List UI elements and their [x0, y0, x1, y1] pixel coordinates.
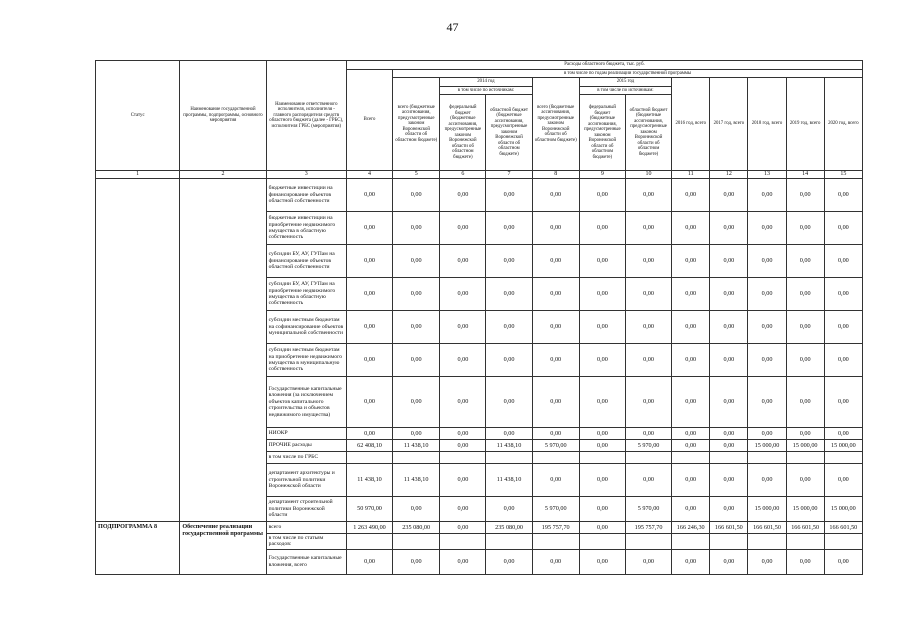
subprogram-status: ПОДПРОГРАММА 8 — [96, 521, 180, 574]
value-cell: 0,00 — [486, 178, 532, 211]
value-cell: 0,00 — [786, 310, 824, 343]
value-cell: 0,00 — [532, 343, 579, 376]
value-cell: 11 438,10 — [486, 439, 532, 451]
value-cell: 0,00 — [393, 427, 440, 439]
value-cell — [672, 533, 710, 549]
value-cell: 0,00 — [440, 521, 486, 533]
value-cell: 0,00 — [786, 244, 824, 277]
value-cell: 0,00 — [672, 463, 710, 496]
value-cell — [346, 533, 392, 549]
value-cell: 0,00 — [710, 343, 748, 376]
value-cell: 0,00 — [710, 376, 748, 427]
value-cell: 0,00 — [346, 244, 392, 277]
value-cell: 0,00 — [393, 244, 440, 277]
value-cell: 0,00 — [579, 178, 625, 211]
column-number: 14 — [786, 171, 824, 179]
value-cell: 0,00 — [625, 277, 671, 310]
value-cell: 0,00 — [786, 549, 824, 574]
value-cell: 0,00 — [625, 427, 671, 439]
value-cell: 0,00 — [672, 496, 710, 521]
value-cell: 0,00 — [710, 549, 748, 574]
value-cell: 0,00 — [710, 211, 748, 244]
value-cell: 0,00 — [440, 496, 486, 521]
column-number: 9 — [579, 171, 625, 179]
value-cell: 0,00 — [748, 310, 786, 343]
value-cell: 0,00 — [346, 310, 392, 343]
row-label: НИОКР — [266, 427, 346, 439]
value-cell: 0,00 — [786, 178, 824, 211]
row-label: в том числе по ГРБС — [266, 451, 346, 463]
value-cell: 0,00 — [393, 376, 440, 427]
value-cell: 0,00 — [393, 496, 440, 521]
header-2015: 2015 год — [579, 78, 671, 87]
value-cell: 0,00 — [393, 310, 440, 343]
row-label: Государственные капитальные вложения (за исключением объектов капитального строительства и объектов недвижимого имущества) — [266, 376, 346, 427]
value-cell: 166 601,50 — [786, 521, 824, 533]
value-cell: 15 000,00 — [824, 439, 862, 451]
value-cell — [748, 533, 786, 549]
value-cell: 0,00 — [346, 178, 392, 211]
value-cell — [710, 533, 748, 549]
value-cell: 0,00 — [786, 277, 824, 310]
value-cell: 0,00 — [672, 244, 710, 277]
value-cell — [625, 533, 671, 549]
row-label: ПРОЧИЕ расходы — [266, 439, 346, 451]
value-cell: 166 601,50 — [824, 521, 862, 533]
header-by-years: в том числе по годам реализации государственной программы — [393, 69, 863, 78]
header-2020: 2020 год, всего — [824, 78, 862, 171]
value-cell — [579, 451, 625, 463]
value-cell: 0,00 — [824, 343, 862, 376]
value-cell — [393, 533, 440, 549]
value-cell — [532, 533, 579, 549]
value-cell: 0,00 — [486, 343, 532, 376]
value-cell: 15 000,00 — [786, 439, 824, 451]
status-cell — [96, 178, 180, 521]
value-cell: 0,00 — [710, 463, 748, 496]
value-cell: 0,00 — [346, 277, 392, 310]
value-cell: 0,00 — [440, 310, 486, 343]
value-cell: 0,00 — [824, 178, 862, 211]
value-cell: 0,00 — [579, 439, 625, 451]
value-cell — [786, 533, 824, 549]
value-cell: 0,00 — [532, 178, 579, 211]
value-cell: 0,00 — [393, 277, 440, 310]
value-cell: 0,00 — [748, 178, 786, 211]
value-cell: 0,00 — [824, 211, 862, 244]
header-2014-fed: федеральный бюджет (бюджетные ассигнования, предусмотренные законом Воронежской области об областном бюджете) — [440, 95, 486, 171]
value-cell: 0,00 — [440, 439, 486, 451]
header-2019: 2019 год, всего — [786, 78, 824, 171]
value-cell: 1 263 490,00 — [346, 521, 392, 533]
value-cell: 0,00 — [440, 244, 486, 277]
value-cell: 0,00 — [532, 211, 579, 244]
value-cell: 0,00 — [579, 211, 625, 244]
value-cell: 0,00 — [486, 277, 532, 310]
header-executor: Наименование ответственного исполнителя, исполнителя - главного распорядителя средств областного бюджета (далее - ГРБС), исполнителя ГРБС (мероприятия) — [266, 61, 346, 171]
value-cell: 0,00 — [346, 211, 392, 244]
value-cell: 0,00 — [440, 211, 486, 244]
column-number: 4 — [346, 171, 392, 179]
value-cell: 0,00 — [824, 277, 862, 310]
value-cell: 0,00 — [532, 427, 579, 439]
header-program-name: Наименование государственной программы, подпрограммы, основного мероприятия — [180, 61, 266, 171]
header-2014-obl: областной бюджет (бюджетные ассигнования, предусмотренные законом Воронежской области об областном бюджете) — [486, 95, 532, 171]
value-cell: 0,00 — [786, 376, 824, 427]
value-cell — [346, 451, 392, 463]
value-cell: 0,00 — [440, 427, 486, 439]
value-cell: 11 438,10 — [486, 463, 532, 496]
value-cell: 0,00 — [824, 427, 862, 439]
column-number: 8 — [532, 171, 579, 179]
value-cell: 0,00 — [579, 277, 625, 310]
value-cell: 0,00 — [440, 178, 486, 211]
value-cell: 0,00 — [346, 549, 392, 574]
value-cell — [710, 451, 748, 463]
header-2015-obl: областной бюджет (бюджетные ассигнования, предусмотренные законом Воронежской области об областном бюджете) — [625, 95, 671, 171]
value-cell: 0,00 — [625, 244, 671, 277]
column-numbers-row — [96, 171, 863, 179]
value-cell: 0,00 — [532, 244, 579, 277]
value-cell: 0,00 — [393, 343, 440, 376]
row-label: бюджетные инвестиции на приобретение недвижимого имущества в областную собственность — [266, 211, 346, 244]
value-cell: 166 601,50 — [748, 521, 786, 533]
column-number: 11 — [672, 171, 710, 179]
value-cell: 0,00 — [579, 463, 625, 496]
header-2018: 2018 год, всего — [748, 78, 786, 171]
value-cell: 0,00 — [748, 211, 786, 244]
row-label: Государственные капитальные вложения, всего — [266, 549, 346, 574]
value-cell: 0,00 — [710, 277, 748, 310]
value-cell: 0,00 — [748, 463, 786, 496]
value-cell: 0,00 — [440, 343, 486, 376]
value-cell: 0,00 — [786, 343, 824, 376]
value-cell — [579, 533, 625, 549]
value-cell: 5 970,00 — [532, 496, 579, 521]
value-cell — [748, 451, 786, 463]
value-cell: 235 080,00 — [393, 521, 440, 533]
value-cell: 0,00 — [748, 244, 786, 277]
header-2015-total: всего (бюджетные ассигнования, предусмотренные законом Воронежской области об областном бюджете) — [532, 78, 579, 171]
value-cell — [532, 451, 579, 463]
value-cell: 0,00 — [748, 427, 786, 439]
value-cell: 0,00 — [748, 376, 786, 427]
value-cell: 0,00 — [486, 496, 532, 521]
header-total: Всего — [346, 69, 392, 171]
row-label: субсидии БУ, АУ, ГУПам на приобретение недвижимого имущества в областную собственность — [266, 277, 346, 310]
header-status: Статус — [96, 61, 180, 171]
value-cell: 0,00 — [532, 376, 579, 427]
value-cell: 0,00 — [393, 549, 440, 574]
row-label: департамент архитектуры и строительной политики Воронежской области — [266, 463, 346, 496]
column-number: 2 — [180, 171, 266, 179]
value-cell: 0,00 — [625, 463, 671, 496]
value-cell: 0,00 — [748, 343, 786, 376]
value-cell: 0,00 — [532, 277, 579, 310]
value-cell: 0,00 — [625, 343, 671, 376]
value-cell: 0,00 — [672, 211, 710, 244]
value-cell: 5 970,00 — [625, 496, 671, 521]
value-cell: 0,00 — [579, 549, 625, 574]
value-cell: 195 757,70 — [625, 521, 671, 533]
column-number: 6 — [440, 171, 486, 179]
subprogram-name: Обеспечение реализации государственной программы — [180, 521, 266, 574]
value-cell: 0,00 — [824, 463, 862, 496]
value-cell: 0,00 — [486, 549, 532, 574]
value-cell: 15 000,00 — [824, 496, 862, 521]
value-cell: 0,00 — [440, 277, 486, 310]
column-number: 15 — [824, 171, 862, 179]
value-cell: 0,00 — [532, 310, 579, 343]
value-cell: 0,00 — [486, 427, 532, 439]
value-cell: 0,00 — [824, 244, 862, 277]
value-cell: 235 080,00 — [486, 521, 532, 533]
value-cell — [486, 451, 532, 463]
value-cell: 0,00 — [786, 427, 824, 439]
value-cell — [440, 451, 486, 463]
value-cell: 0,00 — [579, 343, 625, 376]
value-cell: 11 438,10 — [393, 463, 440, 496]
value-cell — [440, 533, 486, 549]
value-cell: 11 438,10 — [346, 463, 392, 496]
value-cell: 0,00 — [346, 376, 392, 427]
value-cell — [824, 451, 862, 463]
value-cell: 0,00 — [710, 310, 748, 343]
value-cell — [786, 451, 824, 463]
table-row — [96, 521, 863, 533]
header-2015-fed: федеральный бюджет (бюджетные ассигнования, предусмотренные законом Воронежской области об областном бюджете) — [579, 95, 625, 171]
value-cell: 0,00 — [579, 310, 625, 343]
row-label: в том числе по статьям расходов: — [266, 533, 346, 549]
value-cell — [625, 451, 671, 463]
header-2015-incl: в том числе по источникам: — [579, 86, 671, 95]
value-cell: 0,00 — [672, 310, 710, 343]
row-label: субсидии местным бюджетам на софинансирование объектов муниципальной собственности — [266, 310, 346, 343]
value-cell: 0,00 — [579, 496, 625, 521]
value-cell: 15 000,00 — [748, 496, 786, 521]
header-2014-incl: в том числе по источникам: — [440, 86, 532, 95]
table-row — [96, 178, 863, 211]
value-cell: 0,00 — [672, 178, 710, 211]
value-cell: 0,00 — [393, 178, 440, 211]
value-cell: 0,00 — [748, 549, 786, 574]
column-number: 10 — [625, 171, 671, 179]
value-cell: 0,00 — [824, 310, 862, 343]
value-cell: 0,00 — [672, 549, 710, 574]
value-cell: 0,00 — [486, 211, 532, 244]
column-number: 7 — [486, 171, 532, 179]
value-cell: 0,00 — [532, 463, 579, 496]
value-cell: 0,00 — [440, 463, 486, 496]
value-cell: 0,00 — [579, 521, 625, 533]
column-number: 5 — [393, 171, 440, 179]
value-cell — [486, 533, 532, 549]
value-cell: 0,00 — [672, 376, 710, 427]
value-cell: 0,00 — [824, 549, 862, 574]
value-cell: 50 970,00 — [346, 496, 392, 521]
header-2014: 2014 год — [440, 78, 532, 87]
value-cell: 0,00 — [625, 376, 671, 427]
value-cell: 5 970,00 — [625, 439, 671, 451]
value-cell: 0,00 — [786, 463, 824, 496]
value-cell: 0,00 — [672, 427, 710, 439]
value-cell: 0,00 — [579, 244, 625, 277]
program-name-cell — [180, 178, 266, 521]
column-number: 1 — [96, 171, 180, 179]
header-2016: 2016 год, всего — [672, 78, 710, 171]
row-label: субсидии местным бюджетам на приобретение недвижимого имущества в муниципальную собственность — [266, 343, 346, 376]
budget-table — [95, 60, 863, 575]
value-cell: 62 408,10 — [346, 439, 392, 451]
value-cell: 0,00 — [672, 439, 710, 451]
value-cell: 11 438,10 — [393, 439, 440, 451]
row-label: субсидии БУ, АУ, ГУПам на финансирование объектов областной собственности — [266, 244, 346, 277]
value-cell: 0,00 — [625, 549, 671, 574]
value-cell: 0,00 — [748, 277, 786, 310]
value-cell: 195 757,70 — [532, 521, 579, 533]
value-cell: 0,00 — [532, 549, 579, 574]
value-cell: 0,00 — [346, 427, 392, 439]
header-2017: 2017 год, всего — [710, 78, 748, 171]
value-cell: 0,00 — [393, 211, 440, 244]
value-cell: 0,00 — [710, 496, 748, 521]
value-cell — [824, 533, 862, 549]
column-number: 13 — [748, 171, 786, 179]
value-cell: 0,00 — [710, 427, 748, 439]
value-cell: 15 000,00 — [748, 439, 786, 451]
value-cell: 0,00 — [625, 310, 671, 343]
value-cell: 15 000,00 — [786, 496, 824, 521]
value-cell: 0,00 — [625, 211, 671, 244]
value-cell: 0,00 — [440, 549, 486, 574]
value-cell: 0,00 — [672, 343, 710, 376]
value-cell: 0,00 — [579, 376, 625, 427]
value-cell: 0,00 — [346, 343, 392, 376]
value-cell: 0,00 — [824, 376, 862, 427]
value-cell: 5 970,00 — [532, 439, 579, 451]
row-label: бюджетные инвестиции на финансирование объектов областной собственности — [266, 178, 346, 211]
value-cell: 0,00 — [710, 178, 748, 211]
value-cell: 166 601,50 — [710, 521, 748, 533]
value-cell: 0,00 — [486, 244, 532, 277]
row-label: департамент строительной политики Воронежской области — [266, 496, 346, 521]
value-cell: 0,00 — [672, 277, 710, 310]
value-cell: 0,00 — [440, 376, 486, 427]
value-cell — [672, 451, 710, 463]
column-number: 3 — [266, 171, 346, 179]
value-cell: 0,00 — [579, 427, 625, 439]
value-cell — [393, 451, 440, 463]
value-cell: 0,00 — [710, 244, 748, 277]
header-expenses-title: Расходы областного бюджета, тыс. руб. — [346, 61, 862, 70]
value-cell: 0,00 — [486, 310, 532, 343]
row-label: всего — [266, 521, 346, 533]
header-2014-total: всего (бюджетные ассигнования, предусмотренные законом Воронежской области об областном бюджете) — [393, 78, 440, 171]
value-cell: 166 246,30 — [672, 521, 710, 533]
value-cell: 0,00 — [625, 178, 671, 211]
column-number: 12 — [710, 171, 748, 179]
value-cell: 0,00 — [710, 439, 748, 451]
value-cell: 0,00 — [486, 376, 532, 427]
value-cell: 0,00 — [786, 211, 824, 244]
page-number: 47 — [446, 20, 459, 34]
